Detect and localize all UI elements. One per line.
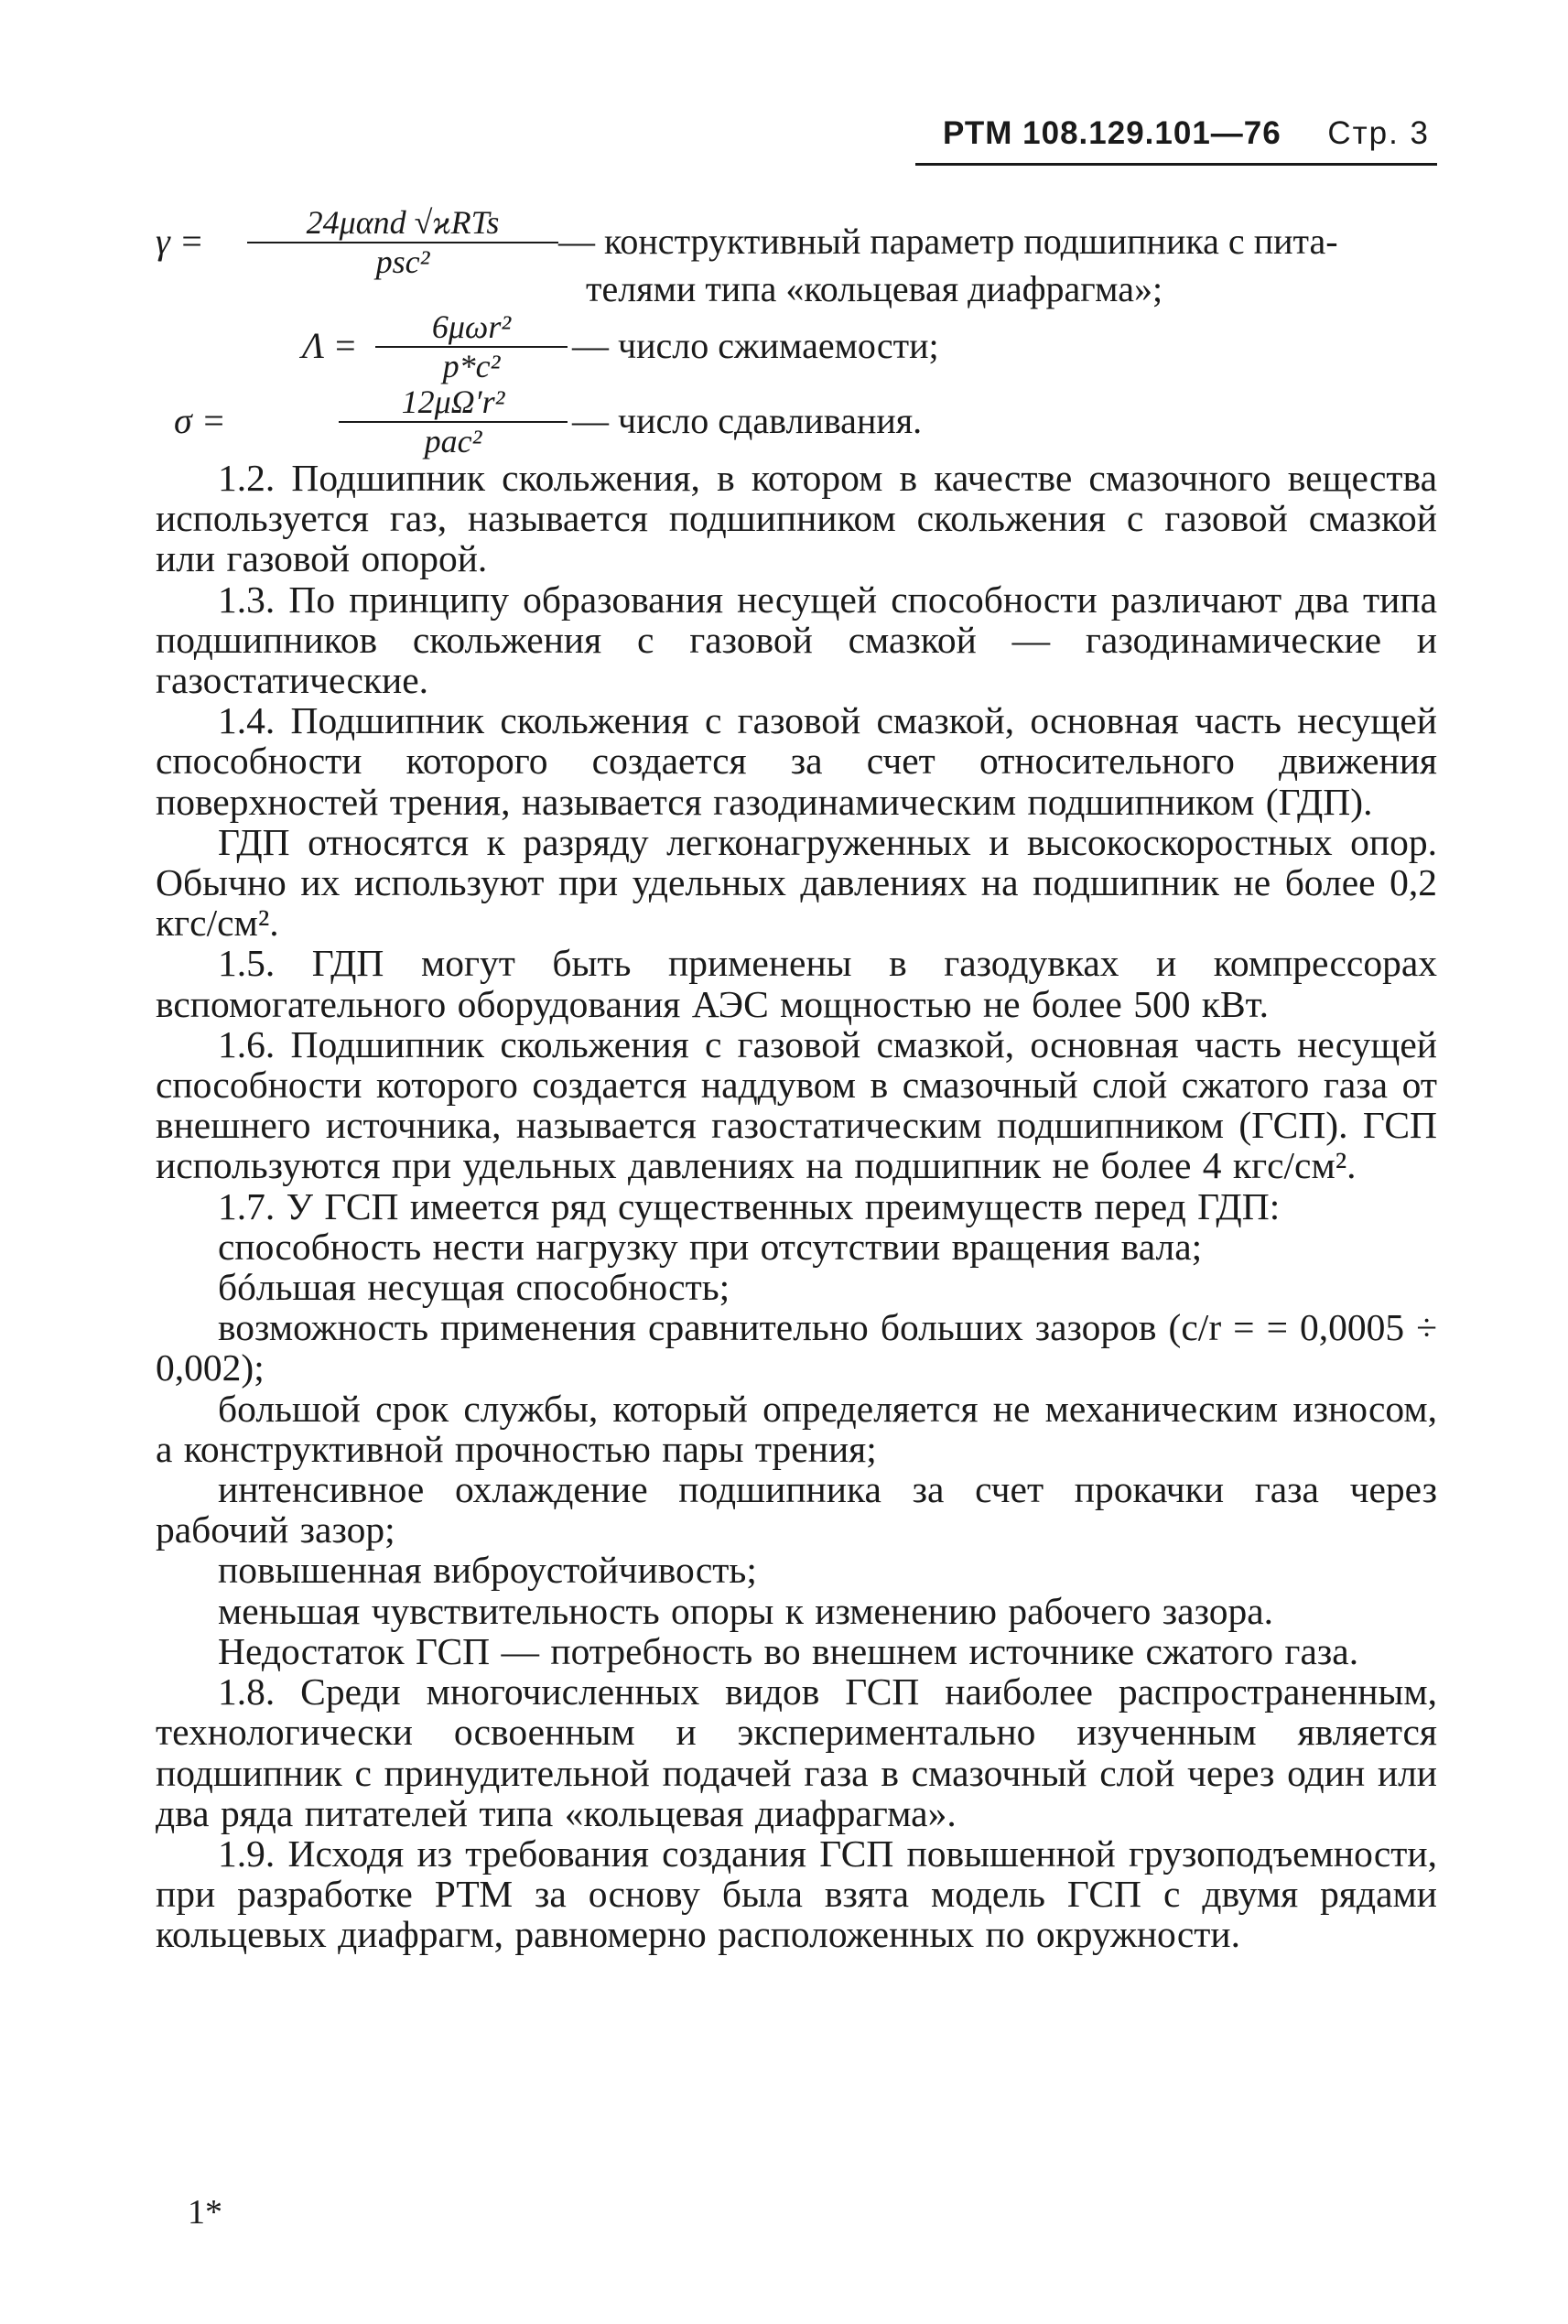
signature-mark: 1*: [188, 2193, 222, 2232]
formula-lambda: [156, 308, 1455, 388]
body-text: [156, 458, 1437, 1955]
page-header: [915, 108, 1437, 166]
document-code: РТМ 108.129.101—76: [943, 115, 1281, 151]
paragraph-1-9: 1.9. Исходя из требования создания ГСП повышенной грузоподъемности, при разработке РТМ за основу была взята модель ГСП с двумя рядами кольцевых диафрагм, равномерно расположенных по окружности.: [156, 1832, 1437, 1956]
formula-lhs: Λ =: [302, 325, 358, 366]
advantage-item: меньшая чувствительность опоры к изменению рабочего зазора.: [218, 1589, 1274, 1632]
formula-description: — число сжимаемости;: [572, 325, 939, 366]
formula-description: — конструктивный параметр подшипника с пита-: [558, 221, 1338, 262]
formula-description-continued: телями типа «кольцевая диафрагма»;: [586, 268, 1163, 309]
paragraph-gdp: ГДП относятся к разряду легконагруженных и высокоскоростных опор. Обычно их используют при удельных давлениях на подшипник не более 0,2 кгс/см².: [156, 820, 1437, 945]
advantage-item: бóльшая несущая способность;: [218, 1266, 730, 1309]
paragraph-1-8: 1.8. Среди многочисленных видов ГСП наиболее распространенным, технологически освоенным и экспериментально изученным является подшипник с принудительной подачей газа в смазочный слой через один или два ряда питателей типа «кольцевая диафрагма».: [156, 1670, 1437, 1834]
formula-lhs: σ =: [174, 400, 226, 441]
formula-gamma: [156, 203, 1455, 309]
advantage-item: интенсивное охлаждение подшипника за счет прокачки газа через рабочий зазор;: [156, 1468, 1437, 1551]
formula-numerator: 6μωr²: [431, 308, 512, 345]
paragraph-1-5: 1.5. ГДП могут быть применены в газодувках и компрессорах вспомогательного оборудования АЭС мощностью не более 500 кВт.: [156, 942, 1437, 1025]
formula-fraction: [247, 203, 558, 280]
formula-numerator: 12μΩ′r²: [401, 384, 505, 420]
paragraph-1-4: 1.4. Подшипник скольжения с газовой смазкой, основная часть несущей способности которого создается за счет относительного движения поверхностей трения, называется газодинамическим подшипником (ГДП).: [156, 699, 1437, 823]
paragraph-gsp-drawback: Недостаток ГСП — потребность во внешнем источнике сжатого газа.: [218, 1629, 1359, 1672]
advantage-item: большой срок службы, который определяется не механическим износом, а конструктивной прочностью пары трения;: [156, 1387, 1437, 1470]
formula-denominator: psc²: [375, 243, 430, 280]
formula-fraction: [375, 308, 568, 384]
formula-description: — число сдавливания.: [572, 400, 923, 441]
page-number: Стр. 3: [1327, 115, 1430, 151]
paragraph-1-6: 1.6. Подшипник скольжения с газовой смазкой, основная часть несущей способности которого создается наддувом в смазочный слой сжатого газа от внешнего источника, называется газостатическим подшипником (ГСП). ГСП используются при удельных давлениях на подшипник не более 4 кгс/см².: [156, 1022, 1437, 1187]
formula-numerator: 24μαnd √ϰRTs: [306, 204, 500, 241]
formula-sigma: [156, 383, 1455, 463]
advantage-item: способность нести нагрузку при отсутствии вращения вала;: [218, 1225, 1203, 1268]
advantage-item: повышенная виброустойчивость;: [218, 1549, 757, 1592]
advantage-item: возможность применения сравнительно больших зазоров (c/r = = 0,0005 ÷ 0,002);: [156, 1306, 1437, 1389]
formula-fraction: [339, 383, 568, 459]
formula-denominator: p*c²: [442, 348, 501, 384]
paragraph-1-2: 1.2. Подшипник скольжения, в котором в качестве смазочного вещества используется газ, называется подшипником скольжения с газовой смазкой или газовой опорой.: [156, 457, 1437, 580]
paragraph-1-3: 1.3. По принципу образования несущей способности различают два типа подшипников скольжения с газовой смазкой — газодинамические и газостатические.: [156, 578, 1437, 702]
formula-denominator: pac²: [424, 423, 482, 459]
paragraph-1-7: 1.7. У ГСП имеется ряд существенных преимуществ перед ГДП:: [218, 1184, 1281, 1227]
formula-lhs: γ =: [156, 221, 204, 262]
